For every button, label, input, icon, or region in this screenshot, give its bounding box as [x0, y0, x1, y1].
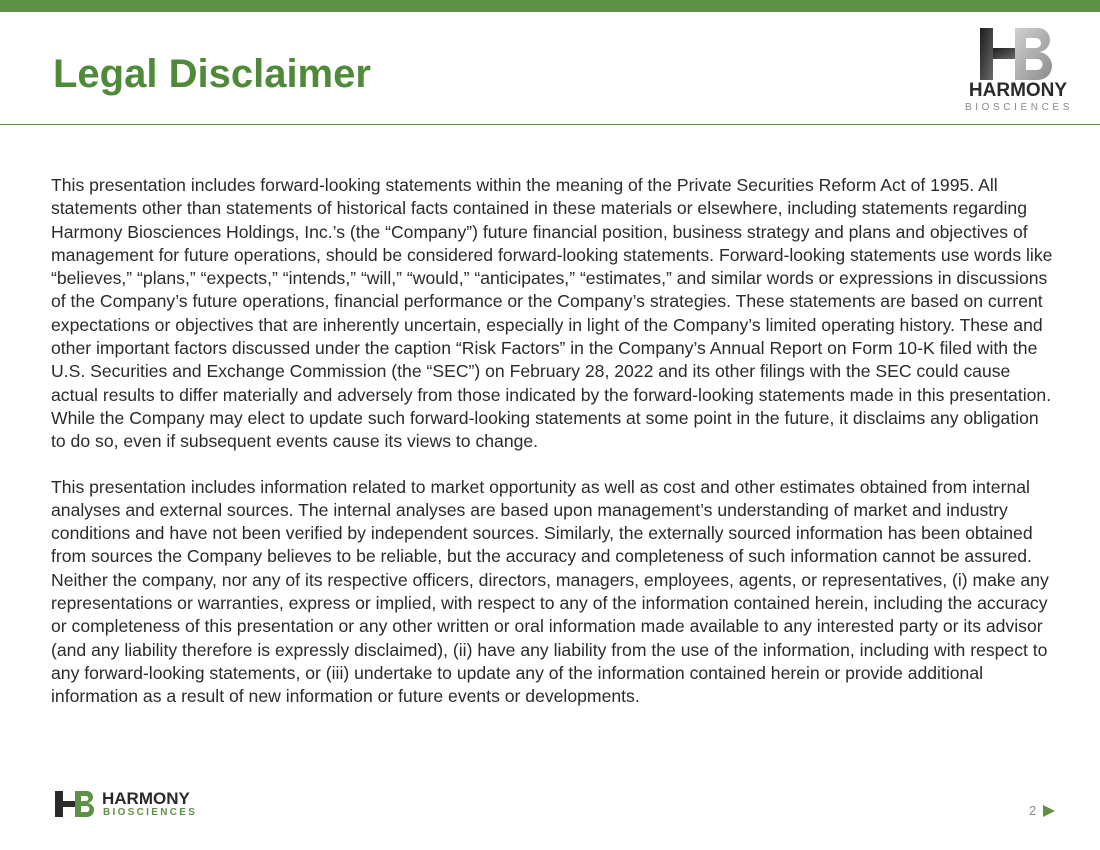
page-title: Legal Disclaimer [53, 52, 371, 96]
disclaimer-body [51, 174, 1055, 731]
page-number: 2 [1029, 803, 1037, 818]
hb-monogram-icon [55, 790, 99, 818]
paragraph-market-information: This presentation includes information related to market opportunity as well as cost and other estimates obtained from internal analyses and external sources. The internal analyses are based upon management’s understanding of market and industry conditions and have not been verified by independent sources. Similarly, the externally sourced information has been obtained from sources the Company believes to be reliable, but the accuracy and completeness of such information cannot be assured. Neither the company, nor any of its respective officers, directors, managers, employees, agents, or representatives, (i) make any representations or warranties, express or implied, with respect to any of the information contained herein, including the accuracy or completeness of this presentation or any other written or oral information made available to any interested party or its advisor (and any liability therefore is expressly disclaimed), (ii) have any liability from the use of the information, including with respect to any forward-looking statements, or (iii) undertake to update any of the information contained herein or provide additional information as a result of new information or future events or developments. [51, 476, 1049, 707]
header-divider [0, 124, 1100, 125]
header-accent-bar [0, 0, 1100, 12]
header-logo [966, 26, 1076, 114]
paragraph-forward-looking: This presentation includes forward-looking statements within the meaning of the Private Securities Reform Act of 1995. All statements other than statements of historical facts contained in these materials or elsewhere, including statements regarding Harmony Biosciences Holdings, Inc.’s (the “Company”) future financial position, business strategy and plans and objectives of management for future operations, should be considered forward-looking statements. Forward-looking statements use words like “believes,” “plans,” “expects,” “intends,” “will,” “would,” “anticipates,” “estimates,” and similar words or expressions in discussions of the Company’s future operations, financial performance or the Company’s strategies. These statements are based on current expectations or objectives that are inherently uncertain, especially in light of the Company’s limited operating history. These and other important factors discussed under the caption “Risk Factors” in the Company’s Annual Report on Form 10-K filed with the U.S. Securities and Exchange Commission (the “SEC”) on February 28, 2022 and its other filings with the SEC could cause actual results to differ materially and adversely from those indicated by the forward-looking statements made in this presentation. While the Company may elect to update such forward-looking statements at some point in the future, it disclaims any obligation to do so, even if subsequent events cause its views to change. [51, 175, 1053, 452]
footer-logo [55, 790, 215, 820]
logo-name: HARMONY [968, 80, 1068, 101]
logo-subtitle: BIOSCIENCES [965, 102, 1073, 113]
footer-logo-subtitle: BIOSCIENCES [103, 807, 198, 818]
play-arrow-icon[interactable] [1042, 804, 1056, 818]
hb-monogram-icon [978, 26, 1056, 82]
footer-logo-name: HARMONY [102, 789, 190, 808]
